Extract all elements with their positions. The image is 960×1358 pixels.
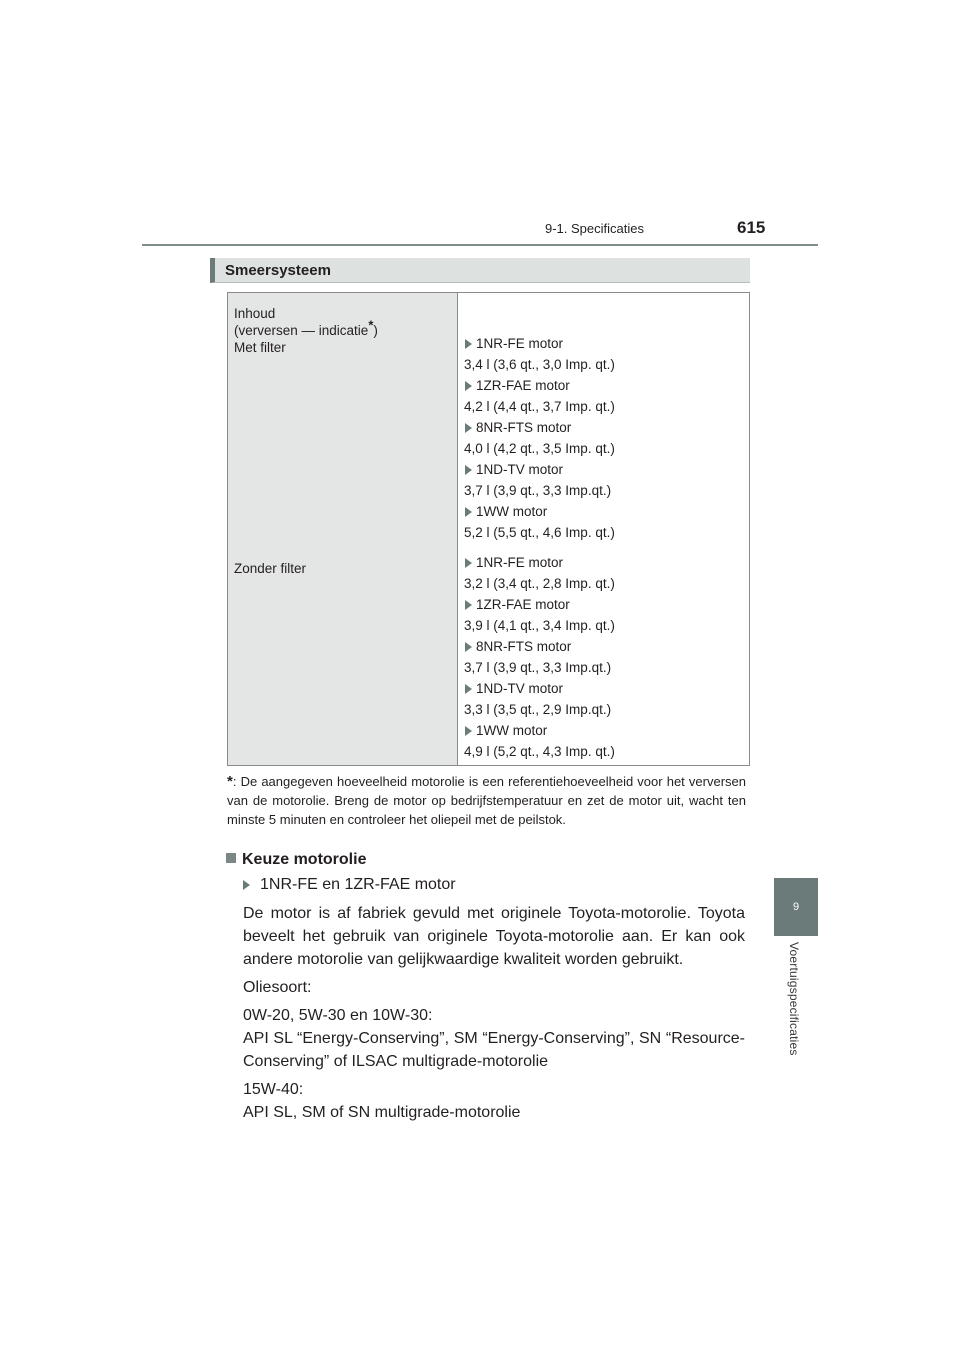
- arrow-right-icon: [465, 684, 472, 694]
- list-item: [464, 417, 615, 459]
- with-filter-group: [464, 333, 615, 543]
- without-filter-group: [464, 552, 615, 762]
- engine-name: 8NR-FTS motor: [476, 639, 572, 654]
- engine-capacity: 3,7 l (3,9 qt., 3,3 Imp.qt.): [464, 483, 612, 498]
- engine-name: 1ND-TV motor: [476, 462, 564, 477]
- engine-name: 1WW motor: [476, 723, 548, 738]
- oil-grade-1: 0W-20, 5W-30 en 10W-30:: [243, 1007, 433, 1024]
- chapter-title: Voertuigspecificaties: [787, 942, 801, 1056]
- page-header-section: 9-1. Specificaties: [545, 221, 644, 236]
- engine-name: 1WW motor: [476, 504, 548, 519]
- engine-capacity: 4,9 l (5,2 qt., 4,3 Imp. qt.): [464, 744, 615, 759]
- arrow-right-icon: [465, 465, 472, 475]
- with-filter-label: Met filter: [234, 340, 286, 355]
- engine-capacity: 3,9 l (4,1 qt., 3,4 Imp. qt.): [464, 618, 615, 633]
- arrow-right-icon: [465, 507, 472, 517]
- arrow-right-icon: [465, 558, 472, 568]
- arrow-right-icon: [465, 642, 472, 652]
- oil-grade-2: 15W-40:: [243, 1081, 304, 1098]
- arrow-right-icon: [465, 339, 472, 349]
- engine-capacity: 3,4 l (3,6 qt., 3,0 Imp. qt.): [464, 357, 615, 372]
- spec-table-value-column: [458, 293, 749, 765]
- engine-capacity: 5,2 l (5,5 qt., 4,6 Imp. qt.): [464, 525, 615, 540]
- spec-table-label-column: [228, 293, 458, 765]
- list-item: [464, 720, 615, 762]
- arrow-right-icon: [465, 423, 472, 433]
- engine-name: 1ND-TV motor: [476, 681, 564, 696]
- section-title-bar: [210, 258, 750, 283]
- oil-grade-2-spec: API SL, SM of SN multigrade-motorolie: [243, 1104, 521, 1121]
- arrow-right-icon: [465, 600, 472, 610]
- page-number: 615: [737, 218, 766, 237]
- oil-type-label: Oliesoort:: [243, 979, 312, 996]
- engine-name: 1NR-FE motor: [476, 555, 564, 570]
- engine-capacity: 3,7 l (3,9 qt., 3,3 Imp.qt.): [464, 660, 612, 675]
- arrow-right-icon: [465, 381, 472, 391]
- engine-capacity: 4,2 l (4,4 qt., 3,7 Imp. qt.): [464, 399, 615, 414]
- list-item: [464, 636, 615, 678]
- engine-name: 1ZR-FAE motor: [476, 597, 570, 612]
- footnote-star: *: [368, 317, 374, 333]
- footnote-marker: *: [227, 773, 233, 790]
- engine-capacity: 4,0 l (4,2 qt., 3,5 Imp. qt.): [464, 441, 615, 456]
- oil-selection-heading: [226, 851, 366, 869]
- square-bullet-icon: [226, 853, 236, 863]
- engine-name: 1NR-FE motor: [476, 336, 564, 351]
- engine-capacity: 3,2 l (3,4 qt., 2,8 Imp. qt.): [464, 576, 615, 591]
- spec-table: [227, 292, 750, 766]
- section-title: Smeersysteem: [225, 262, 331, 279]
- list-item: [464, 552, 615, 594]
- list-item: [464, 375, 615, 417]
- engine-capacity: 3,3 l (3,5 qt., 2,9 Imp.qt.): [464, 702, 612, 717]
- engine-item: 1NR-FE en 1ZR-FAE motor: [243, 873, 745, 896]
- list-item: [464, 594, 615, 636]
- without-filter-label: Zonder filter: [234, 561, 307, 576]
- oil-selection-heading-text: Keuze motorolie: [242, 851, 367, 868]
- footnote: [227, 772, 746, 829]
- list-item: [464, 333, 615, 375]
- list-item: [464, 459, 615, 501]
- arrow-right-icon: [465, 726, 472, 736]
- list-item: [464, 678, 615, 720]
- engine-name: 1ZR-FAE motor: [476, 378, 570, 393]
- engine-name: 8NR-FTS motor: [476, 420, 572, 435]
- arrow-right-icon: [243, 880, 250, 890]
- footnote-text: : De aangegeven hoeveelheid motorolie is een referentiehoeveelheid voor het verversen van de motorolie. Breng de motor op bedrijfstemperatuur en zet de motor uit, wacht ten minste 5 minuten en controleer het oliepeil met de peilstok.: [227, 774, 746, 827]
- header-divider: [142, 244, 818, 246]
- list-item: [464, 501, 615, 543]
- capacity-label-line1: Inhoud: [234, 306, 276, 321]
- oil-paragraph: De motor is af fabriek gevuld met originele Toyota-motorolie. Toyota beveelt het gebruik van originele Toyota-motorolie aan. Er kan ook andere motorolie van gelijkwaardige kwaliteit worden gebruikt.: [243, 905, 745, 968]
- chapter-number: 9: [792, 901, 800, 913]
- capacity-label-line2: (verversen — indicatie*): [234, 317, 378, 338]
- oil-grade-1-spec: API SL “Energy-Conserving”, SM “Energy-Conserving”, SN “Resource-Conserving” of ILSAC multigrade-motorolie: [243, 1030, 745, 1070]
- chapter-tab: [774, 878, 818, 936]
- oil-selection-body: [243, 873, 745, 1124]
- capacity-label: [234, 305, 378, 356]
